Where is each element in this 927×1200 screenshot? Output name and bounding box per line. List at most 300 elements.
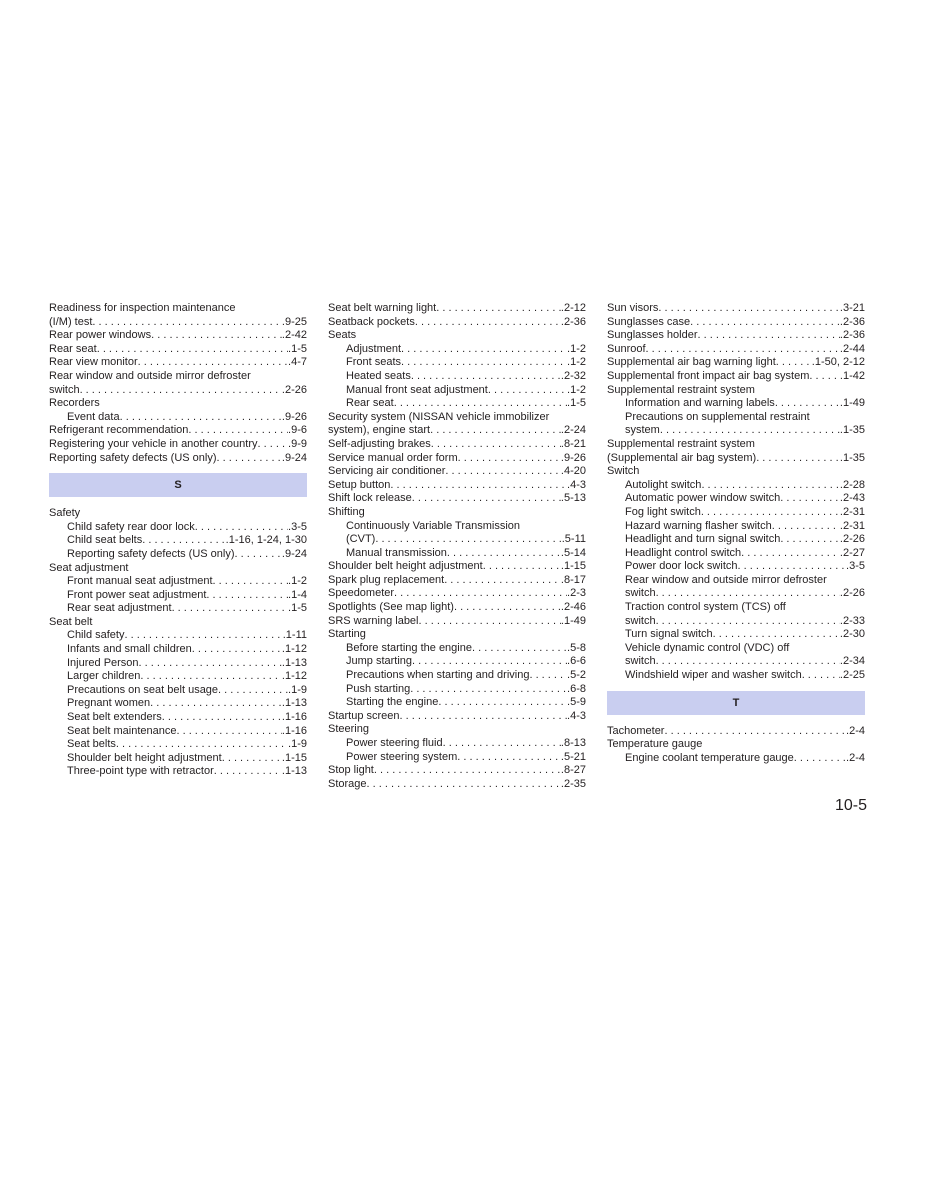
entry-page-ref: .2-12 [560, 302, 586, 314]
entry-term: Starting the engine [346, 696, 439, 709]
entry-page-ref: .1-5 [288, 602, 307, 615]
index-entry [607, 452, 865, 466]
entry-term: Heated seats [346, 369, 411, 382]
dot-leader [436, 302, 561, 316]
index-entry [607, 343, 865, 357]
entry-page-ref: .5-8 [567, 641, 586, 654]
index-entry [607, 628, 865, 642]
dot-leader [738, 560, 847, 574]
dot-leader [775, 397, 840, 411]
entry-term: Sunglasses case [607, 315, 691, 328]
page-number: 10-5 [835, 797, 868, 814]
entry-page-ref: .1-5 [288, 342, 307, 355]
index-entry [49, 343, 307, 357]
dot-leader [139, 657, 282, 671]
entry-term: Rear seat adjustment [67, 602, 172, 615]
entry-page-ref: .9-26 [281, 410, 307, 423]
index-heading-entry: Safety [49, 507, 81, 520]
entry-term: Infants and small children [67, 643, 192, 656]
entry-term: Automatic power window switch [625, 492, 781, 505]
entry-term: Seatback pockets [328, 315, 415, 328]
entry-term: Pregnant women [67, 697, 151, 710]
index-entry [49, 534, 307, 548]
entry-term: Child safety rear door lock [67, 520, 195, 533]
entry-page-ref: .3-21 [839, 302, 865, 314]
index-entry [49, 424, 307, 438]
entry-page-ref: .1-11 [282, 629, 307, 642]
section-letter-header: S [49, 473, 307, 497]
entry-term: system), engine start [328, 424, 431, 437]
entry-term: (Supplemental air bag system) [607, 451, 757, 464]
entry-term: switch [625, 655, 656, 668]
entry-page-ref: .2-26 [839, 587, 865, 600]
index-entry [49, 411, 307, 425]
entry-term: Supplemental front impact air bag system [607, 369, 810, 382]
index-heading-entry: Starting [328, 628, 366, 641]
dot-leader [401, 356, 567, 370]
index-entry [328, 465, 586, 479]
index-entry [328, 764, 586, 778]
entry-term: Power door lock switch [625, 560, 738, 573]
entry-term: Child safety [67, 629, 125, 642]
dot-leader [741, 547, 840, 561]
dot-leader [218, 684, 288, 698]
entry-page-ref: .2-26 [839, 533, 865, 546]
index-entry [328, 356, 586, 370]
index-heading-entry: Vehicle dynamic control (VDC) off [625, 641, 790, 654]
index-heading-entry: Rear window and outside mirror defroster [625, 573, 827, 586]
index-entry [328, 343, 586, 357]
entry-page-ref: .2-30 [839, 628, 865, 641]
dot-leader [92, 316, 282, 330]
dot-leader [213, 575, 289, 589]
entry-page-ref: .6-6 [567, 655, 586, 668]
entry-page-ref: .1-15 [560, 560, 586, 573]
index-entry [607, 520, 865, 534]
entry-page-ref: .4-3 [567, 709, 586, 722]
entry-term: SRS warning label [328, 614, 419, 627]
entry-term: Rear power windows [49, 329, 152, 342]
dot-leader [658, 302, 840, 316]
index-heading-entry: Precautions on supplemental restraint [625, 410, 810, 423]
dot-leader [140, 670, 282, 684]
dot-leader [195, 521, 288, 535]
entry-term: Manual front seat adjustment [346, 383, 488, 396]
index-entry [49, 738, 307, 752]
index-entry [328, 778, 586, 792]
index-entry [49, 316, 307, 330]
dot-leader [713, 628, 840, 642]
dot-leader [472, 642, 567, 656]
index-entry [328, 737, 586, 751]
dot-leader [258, 438, 289, 452]
entry-term: Front power seat adjustment [67, 588, 207, 601]
dot-leader [188, 424, 288, 438]
dot-leader [172, 602, 288, 616]
dot-leader [206, 589, 288, 603]
dot-leader [394, 587, 567, 601]
index-entry [328, 302, 586, 316]
dot-leader [150, 697, 282, 711]
entry-term: Refrigerant recommendation [49, 424, 189, 437]
dot-leader [124, 629, 282, 643]
entry-page-ref: .1-13 [281, 656, 307, 669]
dot-leader [116, 738, 288, 752]
dot-leader [656, 655, 840, 669]
entry-page-ref: .1-5 [567, 397, 586, 410]
entry-term: Setup button [328, 478, 391, 491]
index-entry [49, 602, 307, 616]
index-entry [328, 533, 586, 547]
entry-page-ref: .1-2 [288, 575, 307, 588]
index-entry [49, 711, 307, 725]
dot-leader [447, 547, 561, 561]
dot-leader [772, 520, 840, 534]
entry-page-ref: .1-16, 1-24, 1-30 [225, 534, 307, 547]
entry-term: Power steering fluid [346, 737, 443, 749]
entry-page-ref: .1-2 [567, 356, 586, 369]
index-heading-entry: Shifting [328, 505, 365, 518]
entry-page-ref: .1-50, 2-12 [811, 356, 865, 369]
dot-leader [443, 737, 561, 751]
index-entry [49, 752, 307, 766]
entry-page-ref: .1-49 [560, 614, 586, 627]
entry-page-ref: .3-5 [846, 560, 865, 573]
entry-term: Headlight and turn signal switch [625, 533, 781, 546]
entry-term: Information and warning labels [625, 397, 775, 410]
entry-page-ref: .3-5 [288, 520, 307, 533]
dot-leader [410, 683, 567, 697]
index-entry [49, 697, 307, 711]
entry-page-ref: .2-36 [839, 315, 865, 328]
index-column-3 [607, 302, 865, 765]
entry-page-ref: .5-13 [560, 492, 586, 505]
dot-leader [142, 534, 225, 548]
index-entry [328, 560, 586, 574]
index-entry [607, 424, 865, 438]
entry-page-ref: .1-2 [567, 383, 586, 396]
entry-term: Front seats [346, 356, 402, 369]
index-heading-entry: Readiness for inspection maintenance [49, 302, 236, 314]
entry-page-ref: .2-31 [839, 505, 865, 518]
entry-term: Spark plug replacement [328, 573, 445, 586]
dot-leader [660, 424, 840, 438]
dot-leader [529, 669, 567, 683]
entry-page-ref: .9-24 [281, 547, 307, 560]
entry-page-ref: .9-25 [281, 315, 307, 328]
entry-term: Shift lock release [328, 492, 412, 505]
index-entry [328, 669, 586, 683]
entry-page-ref: .1-13 [281, 697, 307, 710]
index-entry [607, 547, 865, 561]
entry-term: Push starting [346, 682, 411, 695]
entry-page-ref: .9-24 [281, 451, 307, 464]
dot-leader [698, 329, 840, 343]
entry-term: Rear view monitor [49, 356, 138, 369]
index-entry [49, 670, 307, 684]
dot-leader [444, 574, 561, 588]
entry-page-ref: .8-27 [560, 764, 586, 777]
dot-leader [756, 452, 840, 466]
index-heading-entry: Switch [607, 465, 640, 478]
index-entry [607, 752, 865, 766]
index-entry [49, 684, 307, 698]
index-entry [328, 438, 586, 452]
entry-page-ref: .2-27 [839, 546, 865, 559]
index-entry [49, 657, 307, 671]
dot-leader [794, 752, 846, 766]
entry-page-ref: .9-6 [288, 424, 307, 437]
index-entry [328, 424, 586, 438]
entry-term: Child seat belts [67, 534, 143, 547]
dot-leader [235, 548, 282, 562]
index-entry [49, 521, 307, 535]
entry-page-ref: .5-9 [567, 696, 586, 709]
entry-page-ref: .1-9 [288, 683, 307, 696]
dot-leader [701, 479, 839, 493]
entry-page-ref: .1-13 [281, 765, 307, 778]
index-entry [607, 329, 865, 343]
dot-leader [780, 492, 840, 506]
index-heading-entry: Supplemental restraint system [607, 437, 755, 450]
dot-leader [374, 764, 561, 778]
entry-term: system [625, 424, 660, 437]
entry-term: switch [625, 614, 656, 627]
dot-leader [431, 438, 561, 452]
dot-leader [80, 384, 282, 398]
dot-leader [809, 370, 840, 384]
dot-leader [138, 356, 288, 370]
dot-leader [401, 343, 567, 357]
dot-leader [690, 316, 840, 330]
dot-leader [415, 316, 561, 330]
dot-leader [445, 465, 561, 479]
entry-page-ref: .2-31 [839, 519, 865, 532]
index-entry [49, 438, 307, 452]
entry-term: Larger children [67, 670, 141, 683]
index-heading-entry: Steering [328, 723, 369, 736]
index-entry [49, 548, 307, 562]
entry-page-ref: .1-12 [281, 670, 307, 683]
dot-leader [217, 452, 282, 466]
dot-leader [438, 696, 567, 710]
index-entry [328, 492, 586, 506]
index-entry [607, 725, 865, 739]
index-entry [607, 587, 865, 601]
dot-leader [412, 655, 567, 669]
entry-term: Headlight control switch [625, 546, 742, 559]
index-entry [607, 655, 865, 669]
entry-page-ref: .2-36 [839, 329, 865, 342]
dot-leader [120, 411, 282, 425]
dot-leader [419, 615, 561, 629]
index-heading-entry: Security system (NISSAN vehicle immobilizer [328, 410, 550, 423]
dot-leader [454, 601, 561, 615]
entry-term: Storage [328, 777, 367, 790]
index-entry [328, 574, 586, 588]
index-entry [607, 506, 865, 520]
dot-leader [664, 725, 846, 739]
entry-term: switch [49, 383, 80, 396]
index-entry [607, 669, 865, 683]
entry-page-ref: .2-43 [839, 492, 865, 505]
index-entry [607, 316, 865, 330]
index-heading-entry: Seats [328, 329, 357, 342]
index-entry [49, 629, 307, 643]
entry-term: Precautions on seat belt usage [67, 683, 219, 696]
dot-leader [656, 587, 840, 601]
dot-leader [151, 329, 282, 343]
entry-page-ref: .1-12 [281, 643, 307, 656]
entry-page-ref: .2-3 [567, 587, 586, 600]
entry-term: Seat belts [67, 738, 116, 751]
index-entry [328, 452, 586, 466]
dot-leader [176, 725, 281, 739]
entry-page-ref: .9-9 [288, 437, 307, 450]
entry-page-ref: .8-17 [560, 573, 586, 586]
index-entry [607, 397, 865, 411]
entry-page-ref: .2-4 [846, 751, 865, 764]
entry-page-ref: .1-49 [839, 397, 865, 410]
entry-page-ref: .4-7 [288, 356, 307, 369]
entry-page-ref: .4-20 [560, 465, 586, 478]
entry-term: Precautions when starting and driving [346, 669, 530, 682]
entry-page-ref: .8-21 [560, 437, 586, 450]
entry-term: Rear seat [346, 397, 394, 410]
entry-page-ref: .1-16 [281, 711, 307, 724]
entry-term: Jump starting [346, 655, 413, 668]
entry-term: Manual transmission [346, 546, 447, 559]
entry-term: Tachometer [607, 724, 665, 737]
entry-page-ref: .2-25 [839, 669, 865, 682]
index-entry [328, 642, 586, 656]
dot-leader [375, 533, 561, 547]
entry-term: (CVT) [346, 533, 376, 546]
entry-page-ref: .5-2 [567, 669, 586, 682]
entry-page-ref: .8-13 [560, 737, 586, 749]
entry-page-ref: .4-3 [567, 478, 586, 491]
entry-page-ref: .1-42 [839, 369, 865, 382]
dot-leader [400, 710, 567, 724]
dot-leader [394, 397, 567, 411]
index-entry [607, 479, 865, 493]
entry-page-ref: .5-11 [561, 533, 586, 546]
dot-leader [457, 751, 561, 765]
entry-term: Spotlights (See map light) [328, 601, 454, 614]
entry-term: Rear seat [49, 342, 97, 355]
index-heading-entry: Rear window and outside mirror defroster [49, 369, 251, 382]
index-entry [607, 302, 865, 316]
index-heading-entry: Continuously Variable Transmission [346, 519, 521, 532]
index-heading-entry: Supplemental restraint system [607, 383, 755, 396]
entry-term: Engine coolant temperature gauge [625, 751, 794, 764]
entry-page-ref: .1-9 [288, 738, 307, 751]
entry-page-ref: .2-32 [560, 369, 586, 382]
index-entry [49, 356, 307, 370]
index-entry [607, 560, 865, 574]
dot-leader [430, 424, 561, 438]
entry-page-ref: .2-35 [560, 777, 586, 790]
dot-leader [776, 356, 812, 370]
index-heading-entry: Recorders [49, 397, 100, 410]
entry-term: Stop light [328, 764, 374, 777]
entry-term: Sunroof [607, 342, 646, 355]
index-column-1 [49, 302, 307, 779]
dot-leader [97, 343, 288, 357]
entry-term: switch [625, 587, 656, 600]
entry-page-ref: .1-4 [288, 588, 307, 601]
dot-leader [458, 452, 561, 466]
index-heading-entry: Seat belt [49, 615, 93, 628]
index-entry [328, 479, 586, 493]
entry-term: Front manual seat adjustment [67, 575, 213, 588]
index-entry [607, 370, 865, 384]
entry-term: (I/M) test [49, 315, 93, 328]
entry-page-ref: .2-36 [560, 315, 586, 328]
index-entry [49, 384, 307, 398]
entry-page-ref: .1-2 [567, 342, 586, 355]
entry-term: Injured Person [67, 656, 139, 669]
entry-page-ref: .5-21 [560, 750, 586, 763]
dot-leader [367, 778, 561, 792]
index-entry [49, 575, 307, 589]
entry-term: Windshield wiper and washer switch [625, 669, 802, 682]
entry-term: Reporting safety defects (US only) [67, 547, 235, 560]
entry-page-ref: .6-8 [567, 682, 586, 695]
dot-leader [162, 711, 282, 725]
entry-page-ref: .2-34 [839, 655, 865, 668]
index-column-2 [328, 302, 586, 791]
entry-page-ref: .1-35 [839, 424, 865, 437]
entry-term: Seat belt maintenance [67, 724, 177, 737]
entry-term: Adjustment [346, 342, 402, 355]
section-letter-header: T [607, 691, 865, 715]
entry-term: Event data [67, 410, 120, 423]
entry-term: Shoulder belt height adjustment [328, 560, 483, 573]
index-entry [49, 329, 307, 343]
index-entry [328, 655, 586, 669]
entry-term: Hazard warning flasher switch [625, 519, 772, 532]
entry-page-ref: .2-33 [839, 614, 865, 627]
dot-leader [412, 492, 561, 506]
index-heading-entry: Temperature gauge [607, 738, 703, 751]
entry-term: Self-adjusting brakes [328, 437, 431, 450]
dot-leader [214, 765, 282, 779]
entry-term: Reporting safety defects (US only) [49, 451, 217, 464]
dot-leader [390, 479, 567, 493]
entry-term: Sunglasses holder [607, 329, 698, 342]
index-heading-entry: Traction control system (TCS) off [625, 601, 786, 614]
dot-leader [701, 506, 840, 520]
entry-page-ref: .2-42 [281, 329, 307, 342]
entry-term: Speedometer [328, 587, 395, 600]
entry-term: Seat belt warning light [328, 302, 437, 314]
entry-page-ref: .2-44 [839, 342, 865, 355]
index-entry [328, 587, 586, 601]
entry-page-ref: .2-4 [846, 724, 865, 737]
entry-page-ref: .1-16 [281, 724, 307, 737]
index-entry [49, 452, 307, 466]
entry-term: Power steering system [346, 750, 458, 763]
dot-leader [646, 343, 840, 357]
index-entry [328, 710, 586, 724]
dot-leader [488, 384, 567, 398]
index-entry [607, 492, 865, 506]
entry-page-ref: .9-26 [560, 451, 586, 464]
index-entry [49, 643, 307, 657]
index-entry [328, 397, 586, 411]
dot-leader [192, 643, 282, 657]
